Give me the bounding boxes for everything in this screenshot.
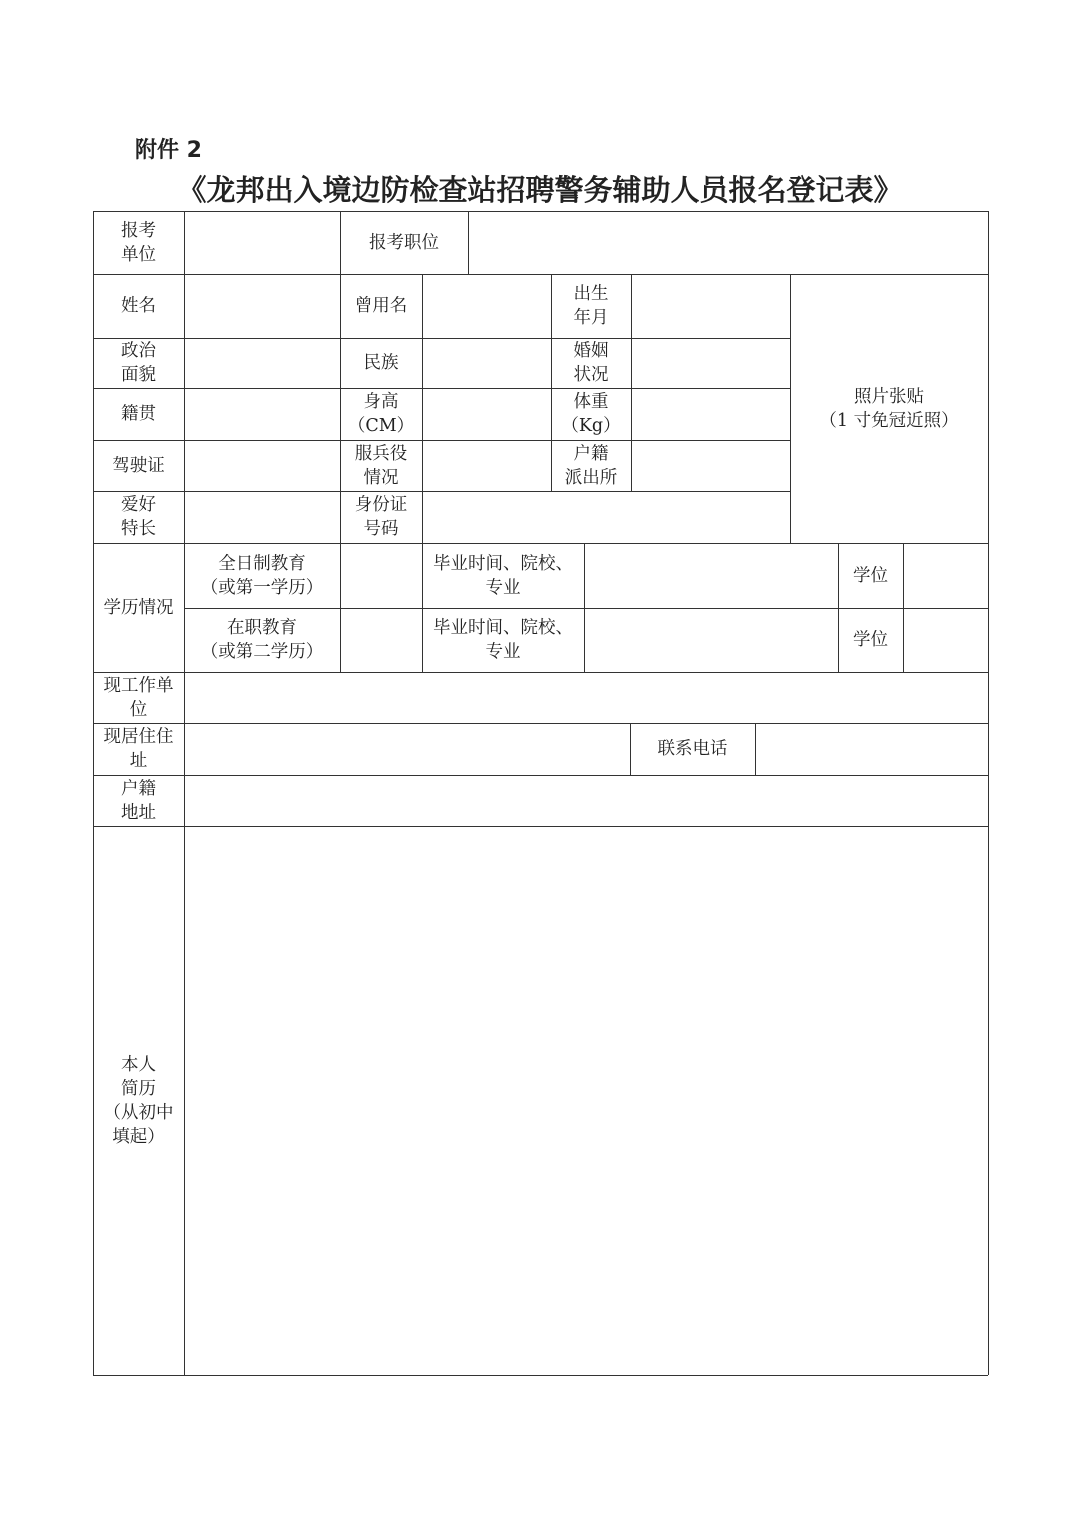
label-work-unit-text: 现工作单 位 xyxy=(103,675,174,720)
label-politics-text: 政治 面貌 xyxy=(121,341,156,385)
field-fulltime-education[interactable] xyxy=(340,543,422,608)
attachment-label: 附件 2 xyxy=(135,138,202,163)
label-household-address xyxy=(93,775,184,826)
label-degree-1-text: 学位 xyxy=(853,565,888,586)
label-ethnicity xyxy=(340,338,422,388)
label-fulltime-education-text: 全日制教育 （或第一学历） xyxy=(200,553,324,598)
label-apply-position-text: 报考职位 xyxy=(369,232,439,253)
label-former-name-text: 曾用名 xyxy=(354,296,408,316)
label-former-name xyxy=(340,274,422,338)
label-birth-date-text: 出生 年月 xyxy=(573,284,609,328)
field-former-name[interactable] xyxy=(422,274,551,338)
label-degree-1 xyxy=(838,543,903,608)
label-birth-date xyxy=(551,274,631,338)
label-hobby-text: 爱好 特长 xyxy=(121,495,156,539)
field-ethnicity[interactable] xyxy=(422,338,551,388)
field-apply-unit[interactable] xyxy=(184,211,340,274)
field-hobby[interactable] xyxy=(184,491,340,543)
label-grad-info-1-text: 毕业时间、院校、 专业 xyxy=(433,553,573,598)
label-height xyxy=(340,388,422,440)
label-phone xyxy=(630,723,755,775)
label-apply-unit xyxy=(93,211,184,274)
label-address xyxy=(93,723,184,775)
label-resume xyxy=(93,826,184,1375)
label-education xyxy=(93,543,184,672)
field-height[interactable] xyxy=(422,388,551,440)
label-fulltime-education xyxy=(184,543,340,608)
label-inservice-education xyxy=(184,608,340,672)
field-address[interactable] xyxy=(184,723,630,775)
field-native-place[interactable] xyxy=(184,388,340,440)
field-resume[interactable] xyxy=(184,826,988,1375)
label-marital-status xyxy=(551,338,631,388)
label-weight-text: 体重 （Kg） xyxy=(561,392,621,436)
field-weight[interactable] xyxy=(631,388,790,440)
form-title: 《龙邦出入境边防检查站招聘警务辅助人员报名登记表》 xyxy=(177,173,903,207)
label-military-service xyxy=(340,440,422,491)
field-work-unit[interactable] xyxy=(184,672,988,723)
photo-placeholder xyxy=(790,274,988,543)
field-degree-2[interactable] xyxy=(903,608,988,672)
field-id-number[interactable] xyxy=(422,491,790,543)
label-military-service-text: 服兵役 情况 xyxy=(354,443,408,488)
field-degree-1[interactable] xyxy=(903,543,988,608)
label-grad-info-2 xyxy=(422,608,584,672)
label-apply-unit-text: 报考 单位 xyxy=(121,220,156,265)
field-grad-info-2[interactable] xyxy=(584,608,838,672)
label-native-place xyxy=(93,388,184,440)
label-police-station xyxy=(551,440,631,491)
label-grad-info-2-text: 毕业时间、院校、 专业 xyxy=(433,618,573,662)
label-resume-text: 本人 简历 （从初中 填起） xyxy=(103,1054,174,1147)
label-weight xyxy=(551,388,631,440)
field-police-station[interactable] xyxy=(631,440,790,491)
field-military-service[interactable] xyxy=(422,440,551,491)
field-name[interactable] xyxy=(184,274,340,338)
label-address-text: 现居住住 址 xyxy=(103,727,174,771)
label-driver-license-text: 驾驶证 xyxy=(112,455,165,476)
field-driver-license[interactable] xyxy=(184,440,340,491)
label-household-address-text: 户籍 地址 xyxy=(121,778,156,823)
label-name-text: 姓名 xyxy=(121,296,156,316)
label-id-number-text: 身份证 号码 xyxy=(354,495,408,539)
label-work-unit xyxy=(93,672,184,723)
label-apply-position xyxy=(340,211,468,274)
field-grad-info-1[interactable] xyxy=(584,543,838,608)
label-politics xyxy=(93,338,184,388)
field-apply-position[interactable] xyxy=(468,211,988,274)
label-driver-license xyxy=(93,440,184,491)
label-grad-info-1 xyxy=(422,543,584,608)
label-hobby xyxy=(93,491,184,543)
label-police-station-text: 户籍 派出所 xyxy=(564,443,618,488)
label-height-text: 身高 （CM） xyxy=(347,392,415,436)
field-politics[interactable] xyxy=(184,338,340,388)
field-birth-date[interactable] xyxy=(631,274,790,338)
photo-placeholder-text: 照片张贴 （1 寸免冠近照） xyxy=(819,386,959,431)
label-education-text: 学历情况 xyxy=(103,597,174,618)
label-id-number xyxy=(340,491,422,543)
label-ethnicity-text: 民族 xyxy=(363,353,399,373)
label-name xyxy=(93,274,184,338)
label-inservice-education-text: 在职教育 （或第二学历） xyxy=(200,618,324,662)
label-degree-2 xyxy=(838,608,903,672)
label-phone-text: 联系电话 xyxy=(657,739,728,759)
label-native-place-text: 籍贯 xyxy=(121,404,156,424)
field-marital-status[interactable] xyxy=(631,338,790,388)
label-marital-status-text: 婚姻 状况 xyxy=(573,341,609,385)
label-degree-2-text: 学位 xyxy=(853,630,888,650)
field-inservice-education[interactable] xyxy=(340,608,422,672)
field-household-address[interactable] xyxy=(184,775,988,826)
field-phone[interactable] xyxy=(755,723,988,775)
